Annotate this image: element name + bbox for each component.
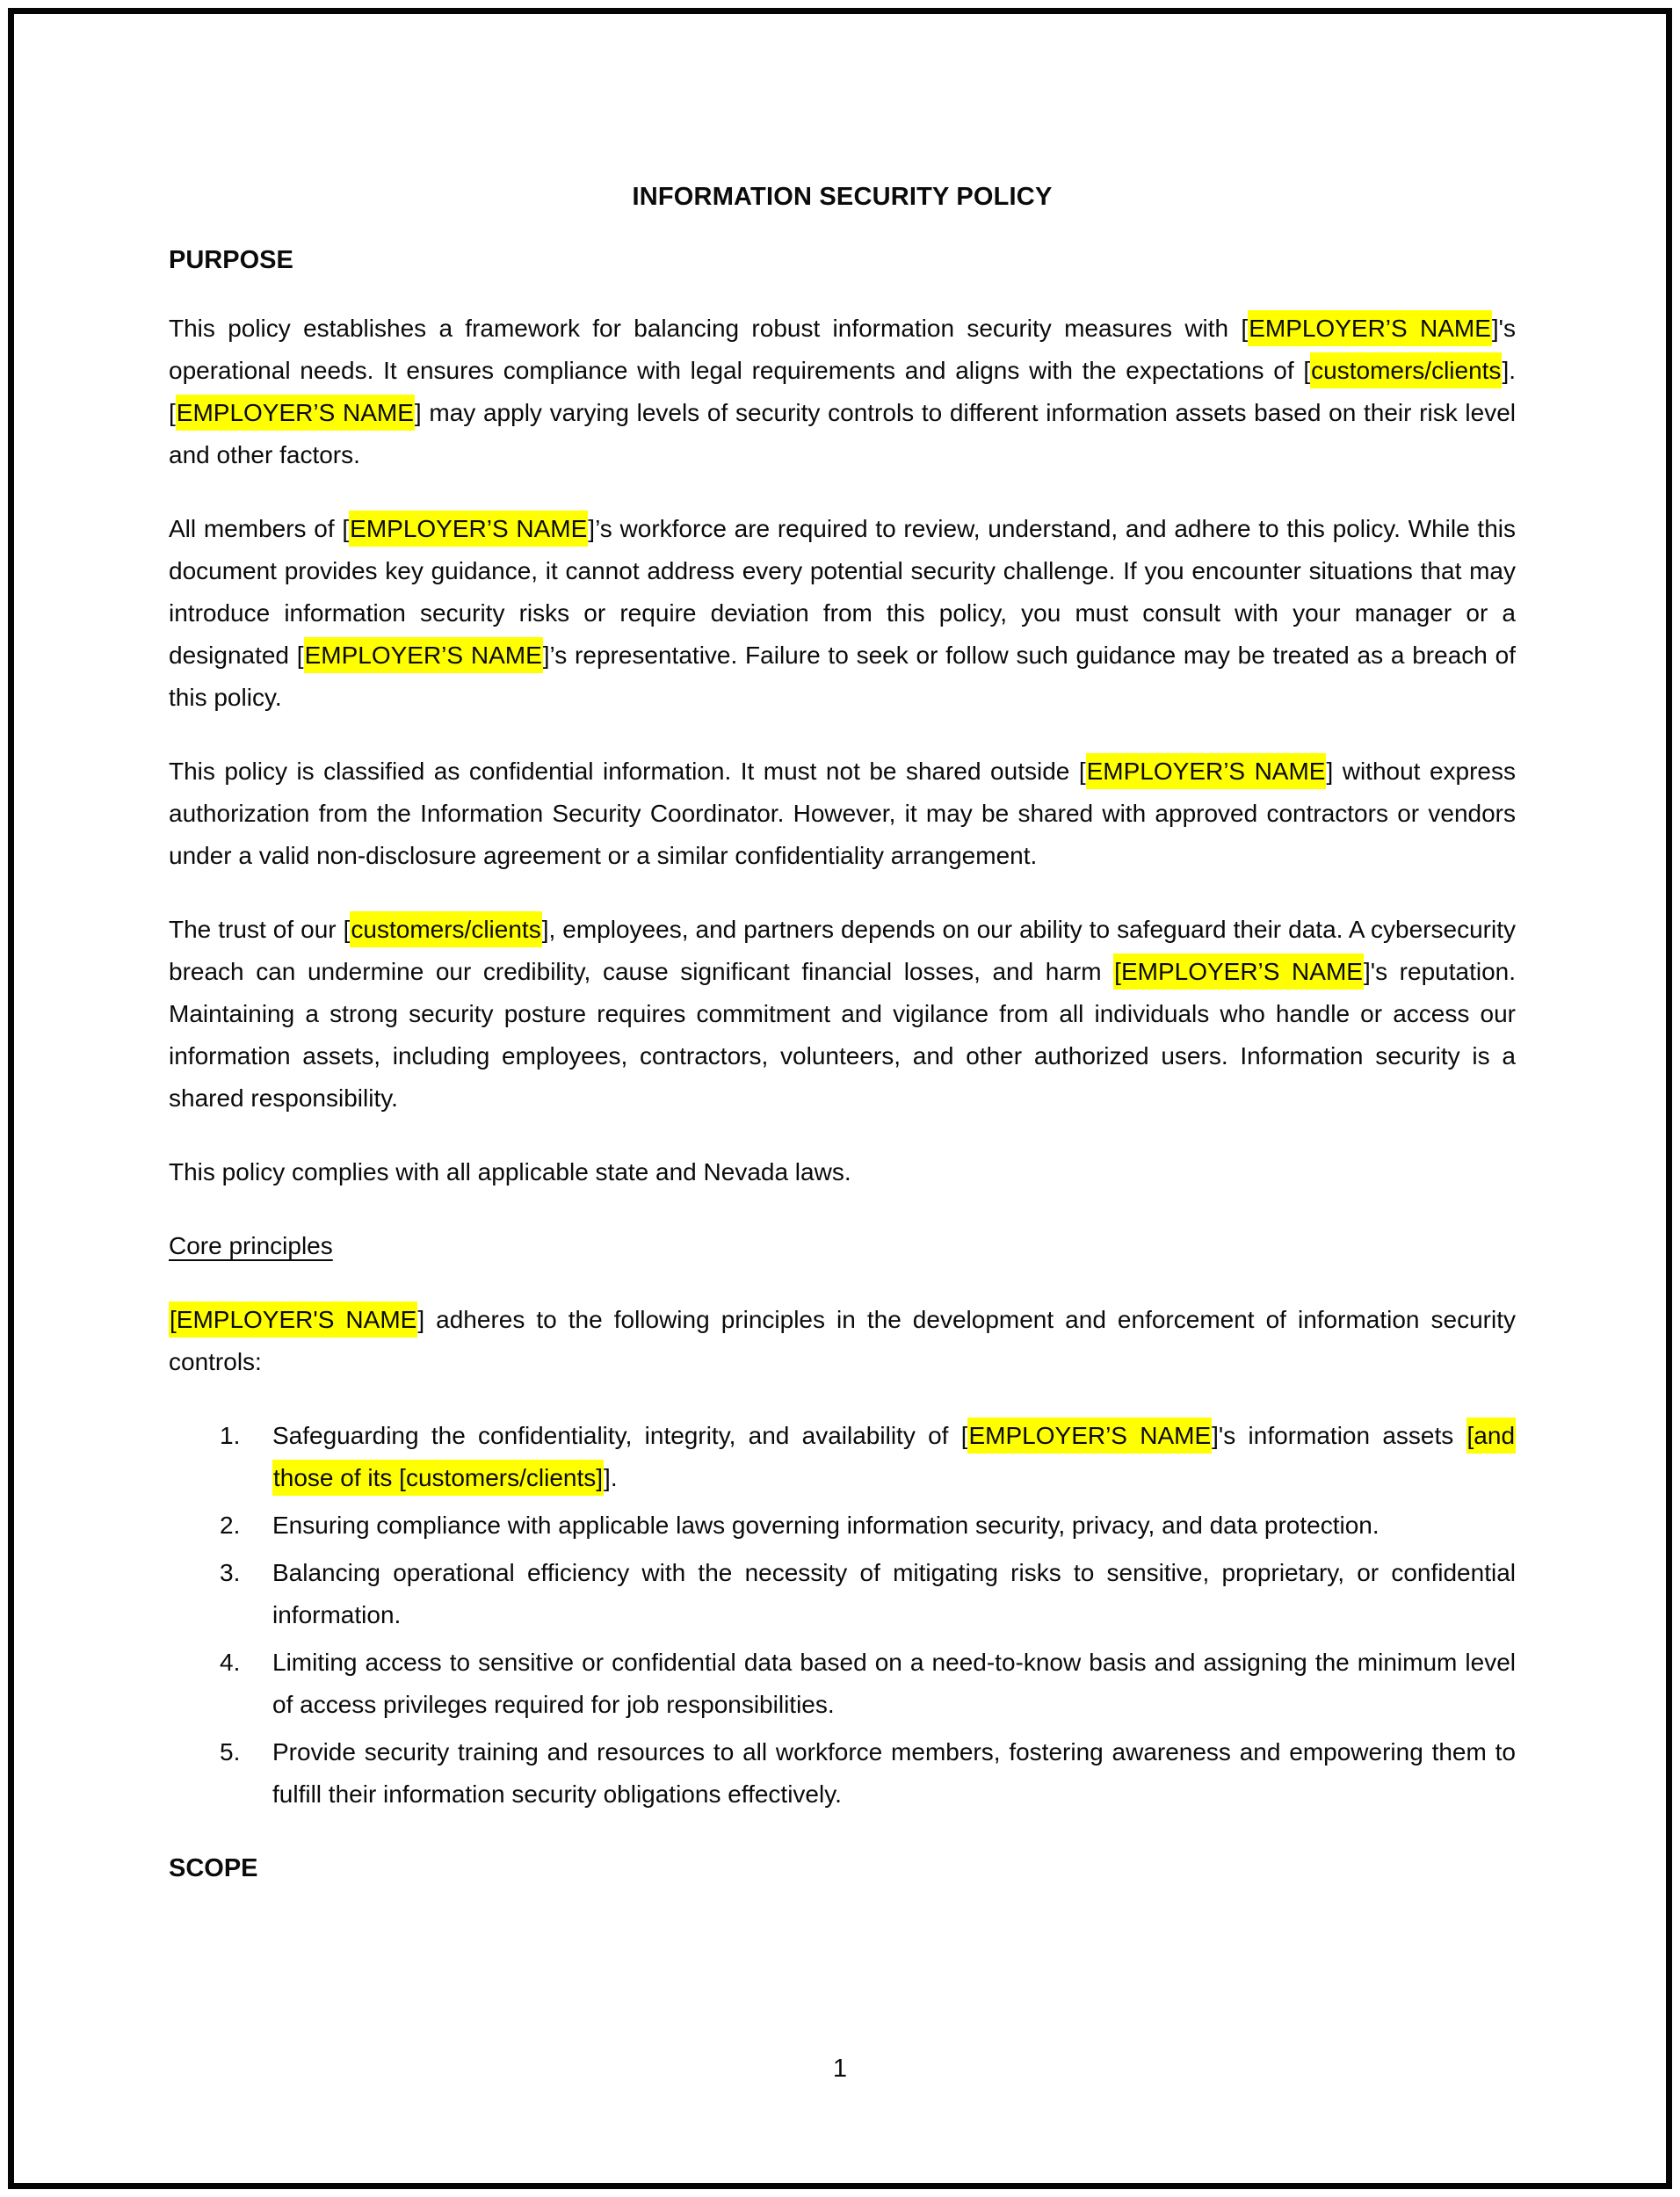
highlighted-placeholder: EMPLOYER’S NAME <box>176 395 415 431</box>
page-number: 1 <box>832 2055 848 2083</box>
list-item-number: 4. <box>220 1649 241 1676</box>
highlighted-placeholder: [and those of its [customers/clients] <box>272 1418 1516 1496</box>
list-item-number: 5. <box>220 1738 241 1766</box>
highlighted-placeholder: [EMPLOYER’S NAME <box>1113 953 1364 990</box>
highlighted-placeholder: customers/clients <box>350 911 541 947</box>
list-item-number: 3. <box>220 1559 241 1586</box>
document-title: INFORMATION SECURITY POLICY <box>632 183 1053 211</box>
purpose-heading: PURPOSE <box>169 246 293 274</box>
list-item <box>169 1505 1516 1547</box>
core-principles-heading: Core principles <box>169 1232 333 1259</box>
list-item <box>169 1642 1516 1726</box>
compliance-statement: This policy complies with all applicable state and Nevada laws. <box>169 1158 851 1186</box>
highlighted-placeholder: EMPLOYER’S NAME <box>1086 753 1327 789</box>
list-item-text: Safeguarding the confidentiality, integrity, and availability of [EMPLOYER’S NAME]'s information assets [and those of its [customers/clients]]. <box>272 1415 1516 1499</box>
highlighted-placeholder: EMPLOYER’S NAME <box>304 637 543 673</box>
list-item-text: Limiting access to sensitive or confidential data based on a need-to-know basis and assigning the minimum level of access privileges required for job responsibilities. <box>272 1649 1516 1718</box>
list-item <box>169 1415 1516 1499</box>
highlighted-placeholder: EMPLOYER’S NAME <box>349 511 588 547</box>
list-item-text: Balancing operational efficiency with the necessity of mitigating risks to sensitive, proprietary, or confidential information. <box>272 1559 1516 1628</box>
purpose-paragraph-2: All members of [EMPLOYER’S NAME]’s workforce are required to review, understand, and adhere to this policy. While this document provides key guidance, it cannot address every potential security challenge. If you encounter situations that may introduce information security risks or require deviation from this policy, you must consult with your manager or a designated [EMPLOYER’S NAME]’s representative. Failure to seek or follow such guidance may be treated as a breach of this policy. <box>169 508 1516 719</box>
list-item-text: Ensuring compliance with applicable laws governing information security, privacy, and data protection. <box>272 1512 1379 1539</box>
highlighted-placeholder: [EMPLOYER'S NAME <box>169 1302 417 1338</box>
purpose-paragraph-4: The trust of our [customers/clients], employees, and partners depends on our ability to safeguard their data. A cybersecurity breach can undermine our credibility, cause significant financial losses, and harm [EMPLOYER’S NAME]'s reputation. Maintaining a strong security posture requires commitment and vigilance from all individuals who handle or access our information assets, including employees, contractors, volunteers, and other authorized users. Information security is a shared responsibility. <box>169 909 1516 1120</box>
list-item-text: Provide security training and resources to all workforce members, fostering awareness and empowering them to fulfill their information security obligations effectively. <box>272 1738 1516 1808</box>
highlighted-placeholder: EMPLOYER’S NAME <box>1248 310 1492 346</box>
list-item-number: 1. <box>220 1422 241 1449</box>
list-item-number: 2. <box>220 1512 241 1539</box>
list-item <box>169 1731 1516 1816</box>
principles-list <box>169 1415 1516 1816</box>
highlighted-placeholder: customers/clients <box>1310 352 1502 388</box>
core-principles-intro: [EMPLOYER'S NAME] adheres to the following principles in the development and enforcement of information security controls: <box>169 1299 1516 1383</box>
scope-heading: SCOPE <box>169 1854 258 1882</box>
list-item <box>169 1552 1516 1636</box>
purpose-paragraph-3: This policy is classified as confidential information. It must not be shared outside [EMPLOYER’S NAME] without express authorization from the Information Security Coordinator. However, it may be shared with approved contractors or vendors under a valid non-disclosure agreement or a similar confidentiality arrangement. <box>169 750 1516 877</box>
purpose-paragraph-1: This policy establishes a framework for balancing robust information security measures with [EMPLOYER’S NAME]'s operational needs. It ensures compliance with legal requirements and aligns with the expectations of [customers/clients]. [EMPLOYER’S NAME] may apply varying levels of security controls to different information assets based on their risk level and other factors. <box>169 308 1516 476</box>
highlighted-placeholder: EMPLOYER’S NAME <box>967 1418 1212 1454</box>
